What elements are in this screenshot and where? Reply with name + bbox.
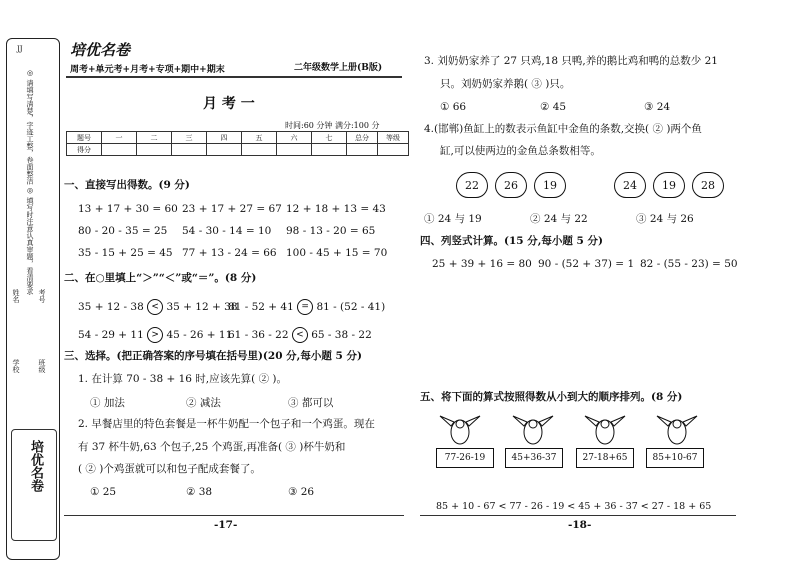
sidebar-logo-box [11, 429, 57, 541]
compare-circle[interactable]: > [147, 327, 163, 343]
compare-circle[interactable]: = [297, 299, 313, 315]
score-cell[interactable] [102, 144, 137, 156]
order-answer: 85 + 10 - 67 < 77 - 26 - 19 < 45 + 36 - 37 < 27 - 18 + 65 [436, 501, 712, 512]
question-3: 3. 刘奶奶家养了 27 只鸡,18 只鸭,养的鹅比鸡和鸭的总数少 21 [424, 55, 718, 67]
footer-rule [64, 515, 404, 516]
score-header: 等级 [378, 132, 409, 144]
score-cell[interactable] [378, 144, 409, 156]
fish-bowl: 24 [614, 172, 646, 198]
fish-bowl: 19 [534, 172, 566, 198]
score-cell[interactable] [207, 144, 242, 156]
calc-item: 77 + 13 - 24 = 66 [182, 247, 277, 259]
score-header: 三 [172, 132, 207, 144]
sidebar-label-school: 学校 [12, 359, 20, 373]
score-cell[interactable] [277, 144, 312, 156]
option: ① 25 [90, 486, 117, 498]
calc-item: 80 - 20 - 35 = 25 [78, 225, 168, 237]
expression-card: 77-26-19 [436, 448, 494, 468]
score-table [66, 131, 409, 156]
fish-bowl: 22 [456, 172, 488, 198]
score-row-label: 得分 [67, 144, 102, 156]
bird-icon [440, 416, 480, 444]
sidebar-label-id: 考号 [38, 289, 46, 303]
sidebar-code: JJ [17, 45, 23, 53]
compare-item [228, 299, 385, 315]
score-header: 二 [137, 132, 172, 144]
option: ③ 都可以 [288, 397, 334, 409]
score-cell[interactable] [312, 144, 347, 156]
calc-item: 54 - 30 - 14 = 10 [182, 225, 272, 237]
score-header: 总分 [347, 132, 378, 144]
score-cell[interactable] [137, 144, 172, 156]
compare-left: 35 + 12 - 38 [78, 301, 144, 313]
expression-card: 45+36-37 [505, 448, 563, 468]
calc-item: 98 - 13 - 20 = 65 [286, 225, 376, 237]
score-table-header-row [67, 132, 409, 144]
expression-card: 27-18+65 [576, 448, 634, 468]
sidebar-label-name: 姓名 [12, 289, 20, 303]
score-table-row [67, 144, 409, 156]
calc-item: 13 + 17 + 30 = 60 [78, 203, 178, 215]
compare-right: 35 + 12 + 38 [166, 301, 238, 313]
section-3-title: 三、选择。(把正确答案的序号填在括号里)(20 分,每小题 5 分) [64, 350, 362, 362]
page-number: -18- [568, 519, 592, 531]
compare-circle[interactable]: < [147, 299, 163, 315]
compare-left: 54 - 29 + 11 [78, 329, 144, 341]
question-2: 2. 早餐店里的特色套餐是一杯牛奶配一个包子和一个鸡蛋。现在 [78, 418, 375, 430]
calc-item: 82 - (55 - 23) = 50 [640, 258, 738, 270]
question-2: ( ② )个鸡蛋就可以和包子配成套餐了。 [78, 463, 261, 475]
compare-left: 81 - 52 + 41 [228, 301, 294, 313]
question-2: 有 37 杯牛奶,63 个包子,25 个鸡蛋,再准备( ③ )杯牛奶和 [78, 441, 346, 453]
header-grade: 二年级数学上册(B版) [294, 63, 383, 73]
section-2-title: 二、在○里填上“＞”“＜”或“＝”。(8 分) [64, 272, 257, 284]
calc-item: 90 - (52 + 37) = 1 [538, 258, 635, 270]
bird-icon [513, 416, 553, 444]
score-header: 七 [312, 132, 347, 144]
option: ③ 24 与 26 [636, 213, 694, 225]
option: ① 加法 [90, 397, 125, 409]
sidebar-label-class: 班级 [38, 359, 46, 373]
compare-item [228, 327, 372, 343]
score-header: 四 [207, 132, 242, 144]
score-cell[interactable] [347, 144, 378, 156]
header-logo: 培优名卷 [70, 41, 131, 59]
page-title: 月 考 一 [203, 96, 255, 112]
compare-item [78, 299, 238, 315]
bird-icon [585, 416, 625, 444]
fish-bowl: 19 [653, 172, 685, 198]
score-header: 六 [277, 132, 312, 144]
option: ③ 26 [288, 486, 315, 498]
compare-left: 61 - 36 - 22 [228, 329, 289, 341]
page-number: -17- [214, 519, 238, 531]
question-4: 缸,可以使两边的金鱼总条数相等。 [440, 145, 601, 157]
score-cell[interactable] [242, 144, 277, 156]
sidebar-logo: 培优名卷 [28, 440, 43, 492]
bird-illustrations [430, 410, 730, 450]
bird-icon [657, 416, 697, 444]
fish-bowl: 28 [692, 172, 724, 198]
calc-item: 23 + 17 + 27 = 67 [182, 203, 282, 215]
sidebar-notes: ◎ 请填写清楚，字迹工整，卷面整洁 ◎ 填写时注意认真审题，看清要求 [26, 69, 34, 295]
fish-bowl: 26 [495, 172, 527, 198]
score-cell[interactable] [172, 144, 207, 156]
option: ② 24 与 22 [530, 213, 588, 225]
footer-rule [420, 515, 736, 516]
score-header: 五 [242, 132, 277, 144]
question-3: 只。刘奶奶家养鹅( ③ )只。 [440, 78, 571, 90]
calc-item: 12 + 18 + 13 = 43 [286, 203, 386, 215]
score-header: 题号 [67, 132, 102, 144]
section-5-title: 五、将下面的算式按照得数从小到大的顺序排列。(8 分) [420, 391, 683, 403]
question-1: 1. 在计算 70 - 38 + 16 时,应该先算( ② )。 [78, 373, 288, 385]
option: ③ 24 [644, 101, 671, 113]
score-header: 一 [102, 132, 137, 144]
compare-right: 81 - (52 - 41) [316, 301, 386, 313]
option: ② 45 [540, 101, 567, 113]
compare-right: 45 - 26 + 11 [166, 329, 233, 341]
expression-card: 85+10-67 [646, 448, 704, 468]
option: ② 38 [186, 486, 213, 498]
exam-time: 时间:60 分钟 满分:100 分 [285, 121, 380, 130]
header-series: 周考+单元考+月考+专项+期中+期末 [70, 65, 225, 75]
calc-item: 35 - 15 + 25 = 45 [78, 247, 173, 259]
question-4: 4.(邯郸)鱼缸上的数表示鱼缸中金鱼的条数,交换( ② )两个鱼 [424, 123, 702, 135]
compare-right: 65 - 38 - 22 [311, 329, 372, 341]
option: ① 24 与 19 [424, 213, 482, 225]
calc-item: 100 - 45 + 15 = 70 [286, 247, 388, 259]
option: ① 66 [440, 101, 467, 113]
binding-sidebar [6, 38, 60, 560]
section-4-title: 四、列竖式计算。(15 分,每小题 5 分) [420, 235, 603, 247]
section-1-title: 一、直接写出得数。(9 分) [64, 179, 190, 191]
header-rule [66, 76, 402, 78]
calc-item: 25 + 39 + 16 = 80 [432, 258, 532, 270]
compare-item [78, 327, 232, 343]
option: ② 减法 [186, 397, 221, 409]
compare-circle[interactable]: < [292, 327, 308, 343]
